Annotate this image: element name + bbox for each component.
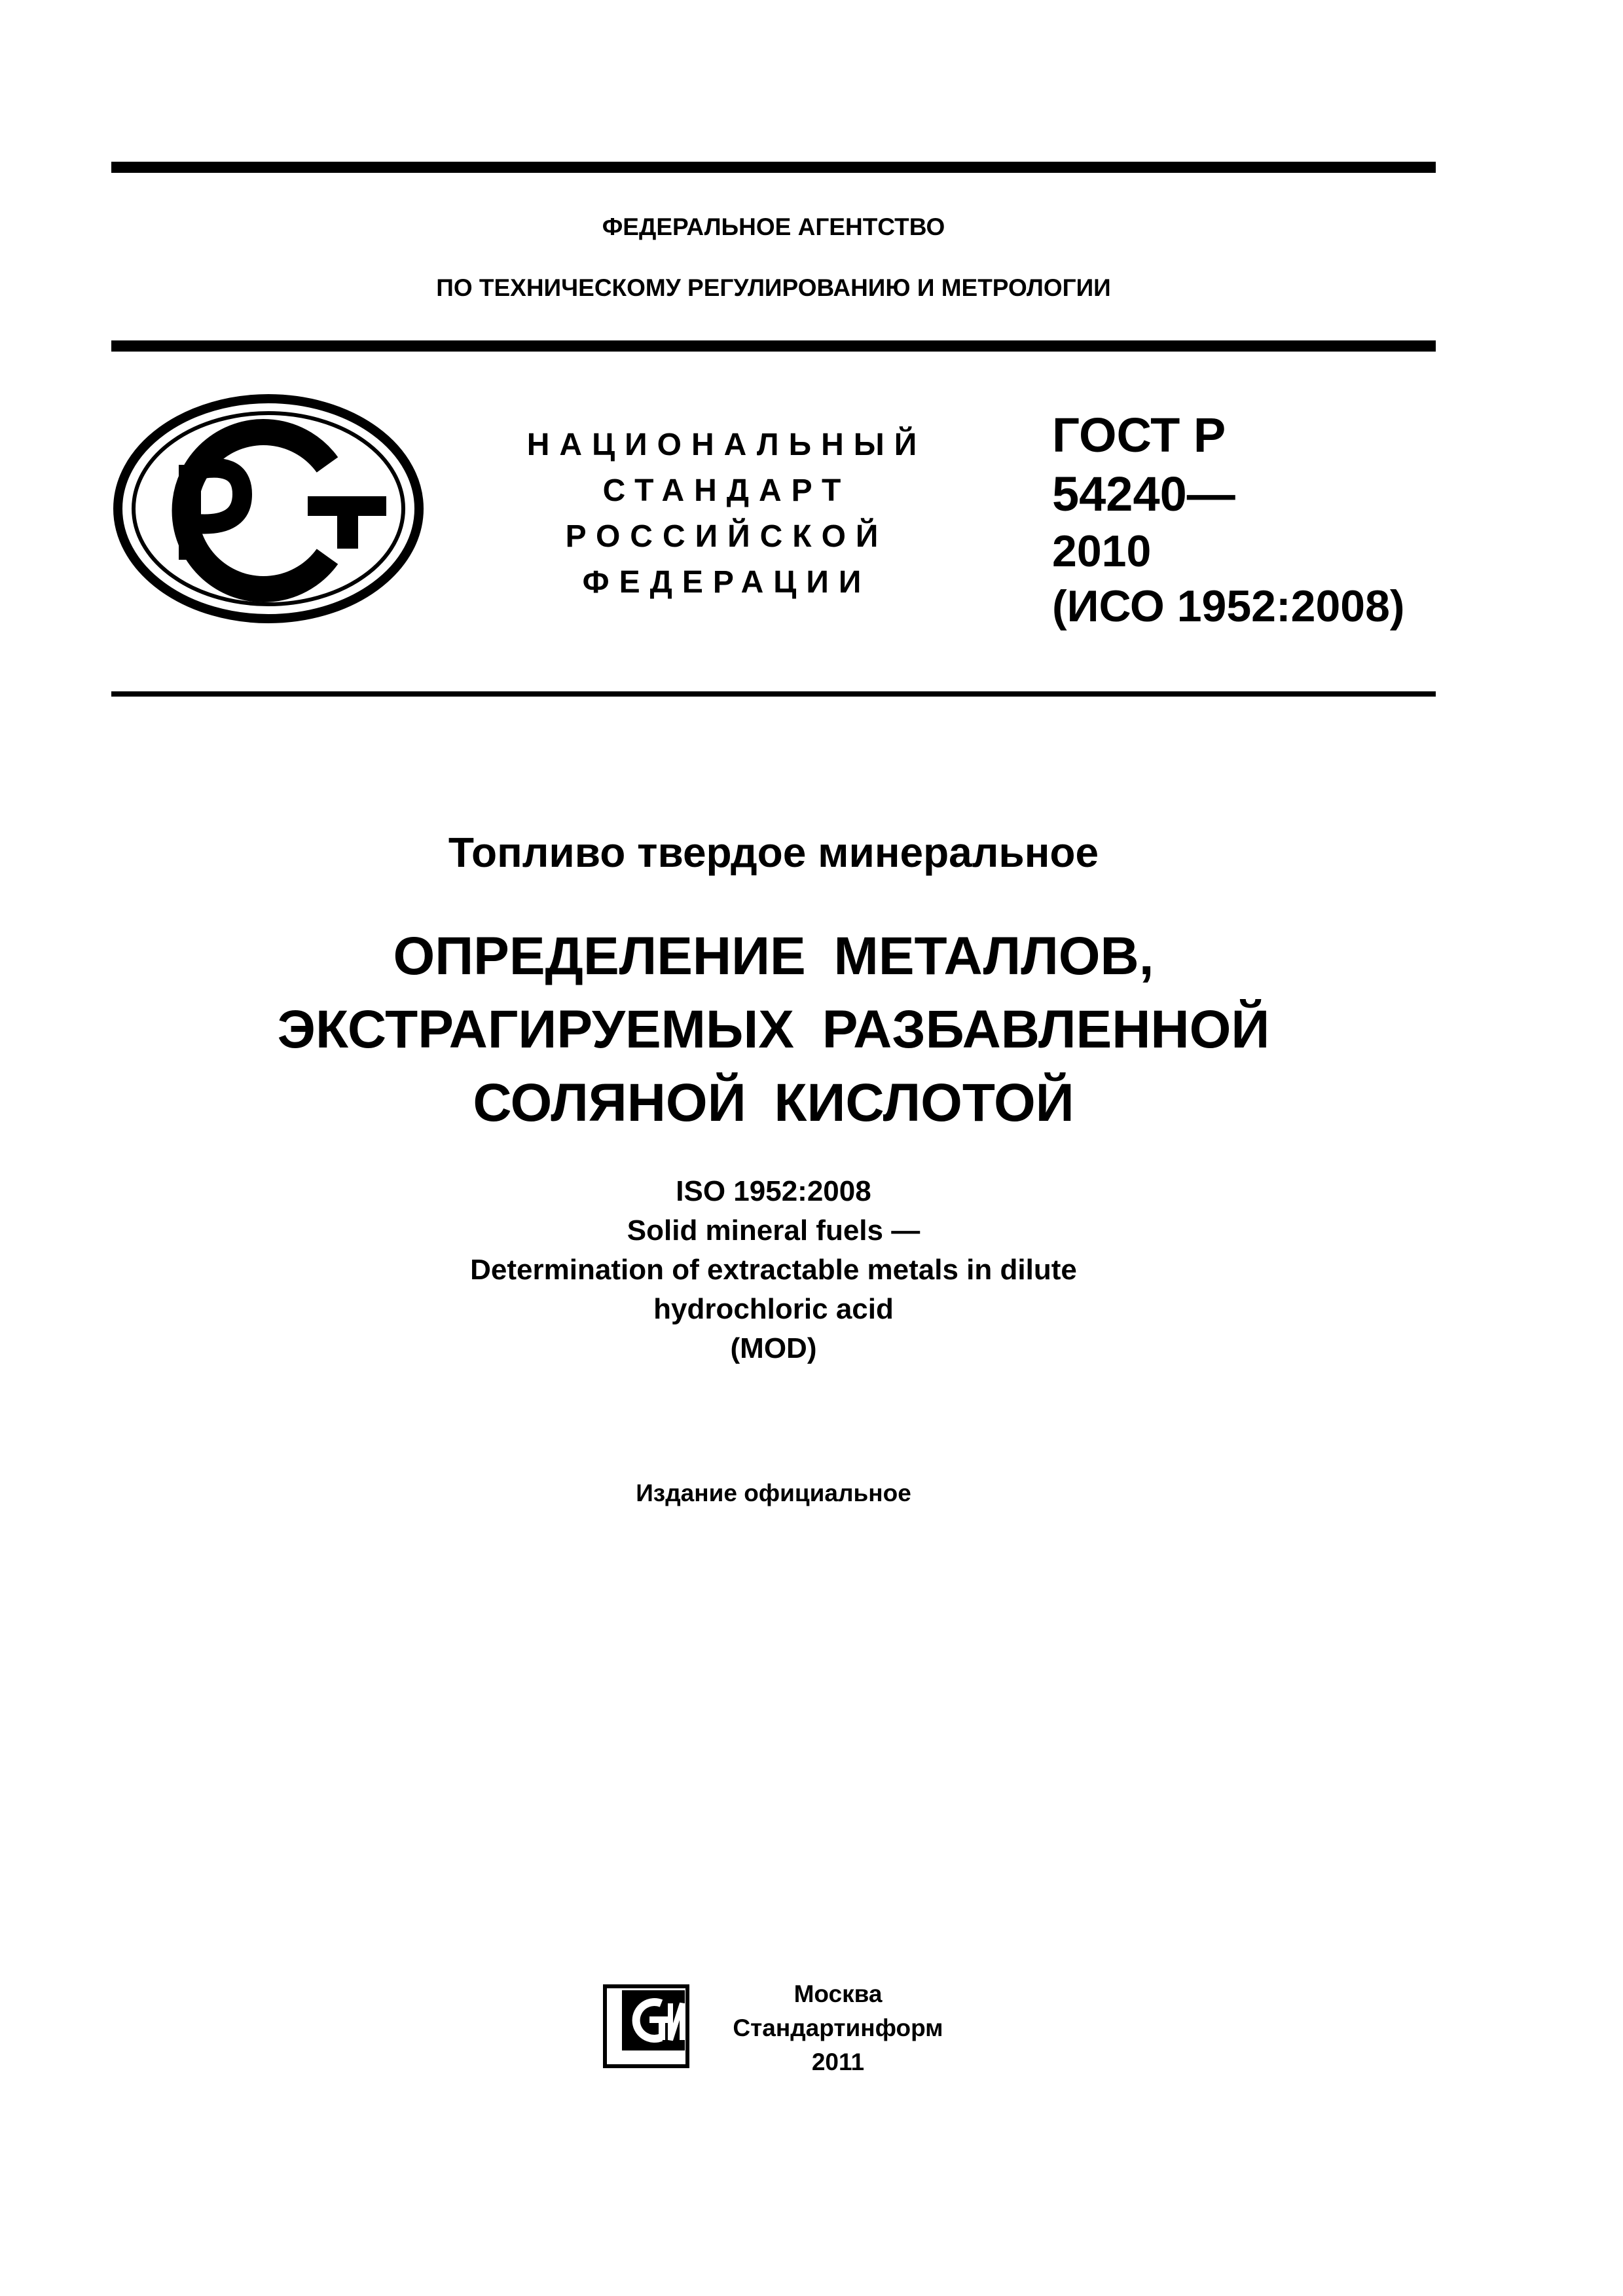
designation-line: 2010 bbox=[1052, 526, 1152, 576]
publisher-info bbox=[727, 1977, 949, 2079]
iso-line: Determination of extractable metals in dilute bbox=[470, 1254, 1077, 1286]
agency-line-1: ФЕДЕРАЛЬНОЕ АГЕНТСТВО bbox=[602, 213, 945, 240]
iso-line: ISO 1952:2008 bbox=[676, 1175, 871, 1207]
national-standard-line: ФЕДЕРАЦИИ bbox=[582, 565, 871, 600]
designation-line: ГОСТ Р bbox=[1052, 408, 1226, 462]
standartinform-logo-icon bbox=[602, 1984, 701, 2069]
header-rule bbox=[111, 340, 1436, 352]
standard-designation bbox=[1052, 406, 1405, 634]
title-line: ЭКСТРАГИРУЕМЫХ РАЗБАВЛЕННОЙ bbox=[277, 1000, 1270, 1059]
iso-line: Solid mineral fuels — bbox=[627, 1214, 921, 1247]
publisher-name: Стандартинформ bbox=[733, 2014, 943, 2041]
agency-line-2: ПО ТЕХНИЧЕСКОМУ РЕГУЛИРОВАНИЮ И МЕТРОЛОГИИ bbox=[436, 274, 1111, 301]
national-standard-label bbox=[498, 422, 956, 606]
section-rule bbox=[111, 691, 1436, 697]
top-rule bbox=[111, 162, 1436, 173]
rst-logo-icon bbox=[111, 393, 426, 625]
title-line: ОПРЕДЕЛЕНИЕ МЕТАЛЛОВ, bbox=[393, 926, 1154, 986]
document-title bbox=[111, 920, 1436, 1140]
designation-line: (ИСО 1952:2008) bbox=[1052, 581, 1405, 631]
national-standard-line: СТАНДАРТ bbox=[602, 473, 851, 508]
publication-year: 2011 bbox=[811, 2049, 865, 2075]
document-subject: Топливо твердое минеральное bbox=[448, 829, 1099, 876]
publisher-city: Москва bbox=[793, 1980, 883, 2007]
edition-label: Издание официальное bbox=[636, 1480, 911, 1506]
designation-line: 54240— bbox=[1052, 467, 1235, 521]
national-standard-line: РОССИЙСКОЙ bbox=[565, 519, 888, 554]
iso-reference bbox=[111, 1172, 1436, 1368]
iso-line: (MOD) bbox=[730, 1332, 817, 1364]
national-standard-line: НАЦИОНАЛЬНЫЙ bbox=[526, 428, 927, 462]
title-line: СОЛЯНОЙ КИСЛОТОЙ bbox=[473, 1073, 1074, 1133]
iso-line: hydrochloric acid bbox=[653, 1293, 894, 1325]
